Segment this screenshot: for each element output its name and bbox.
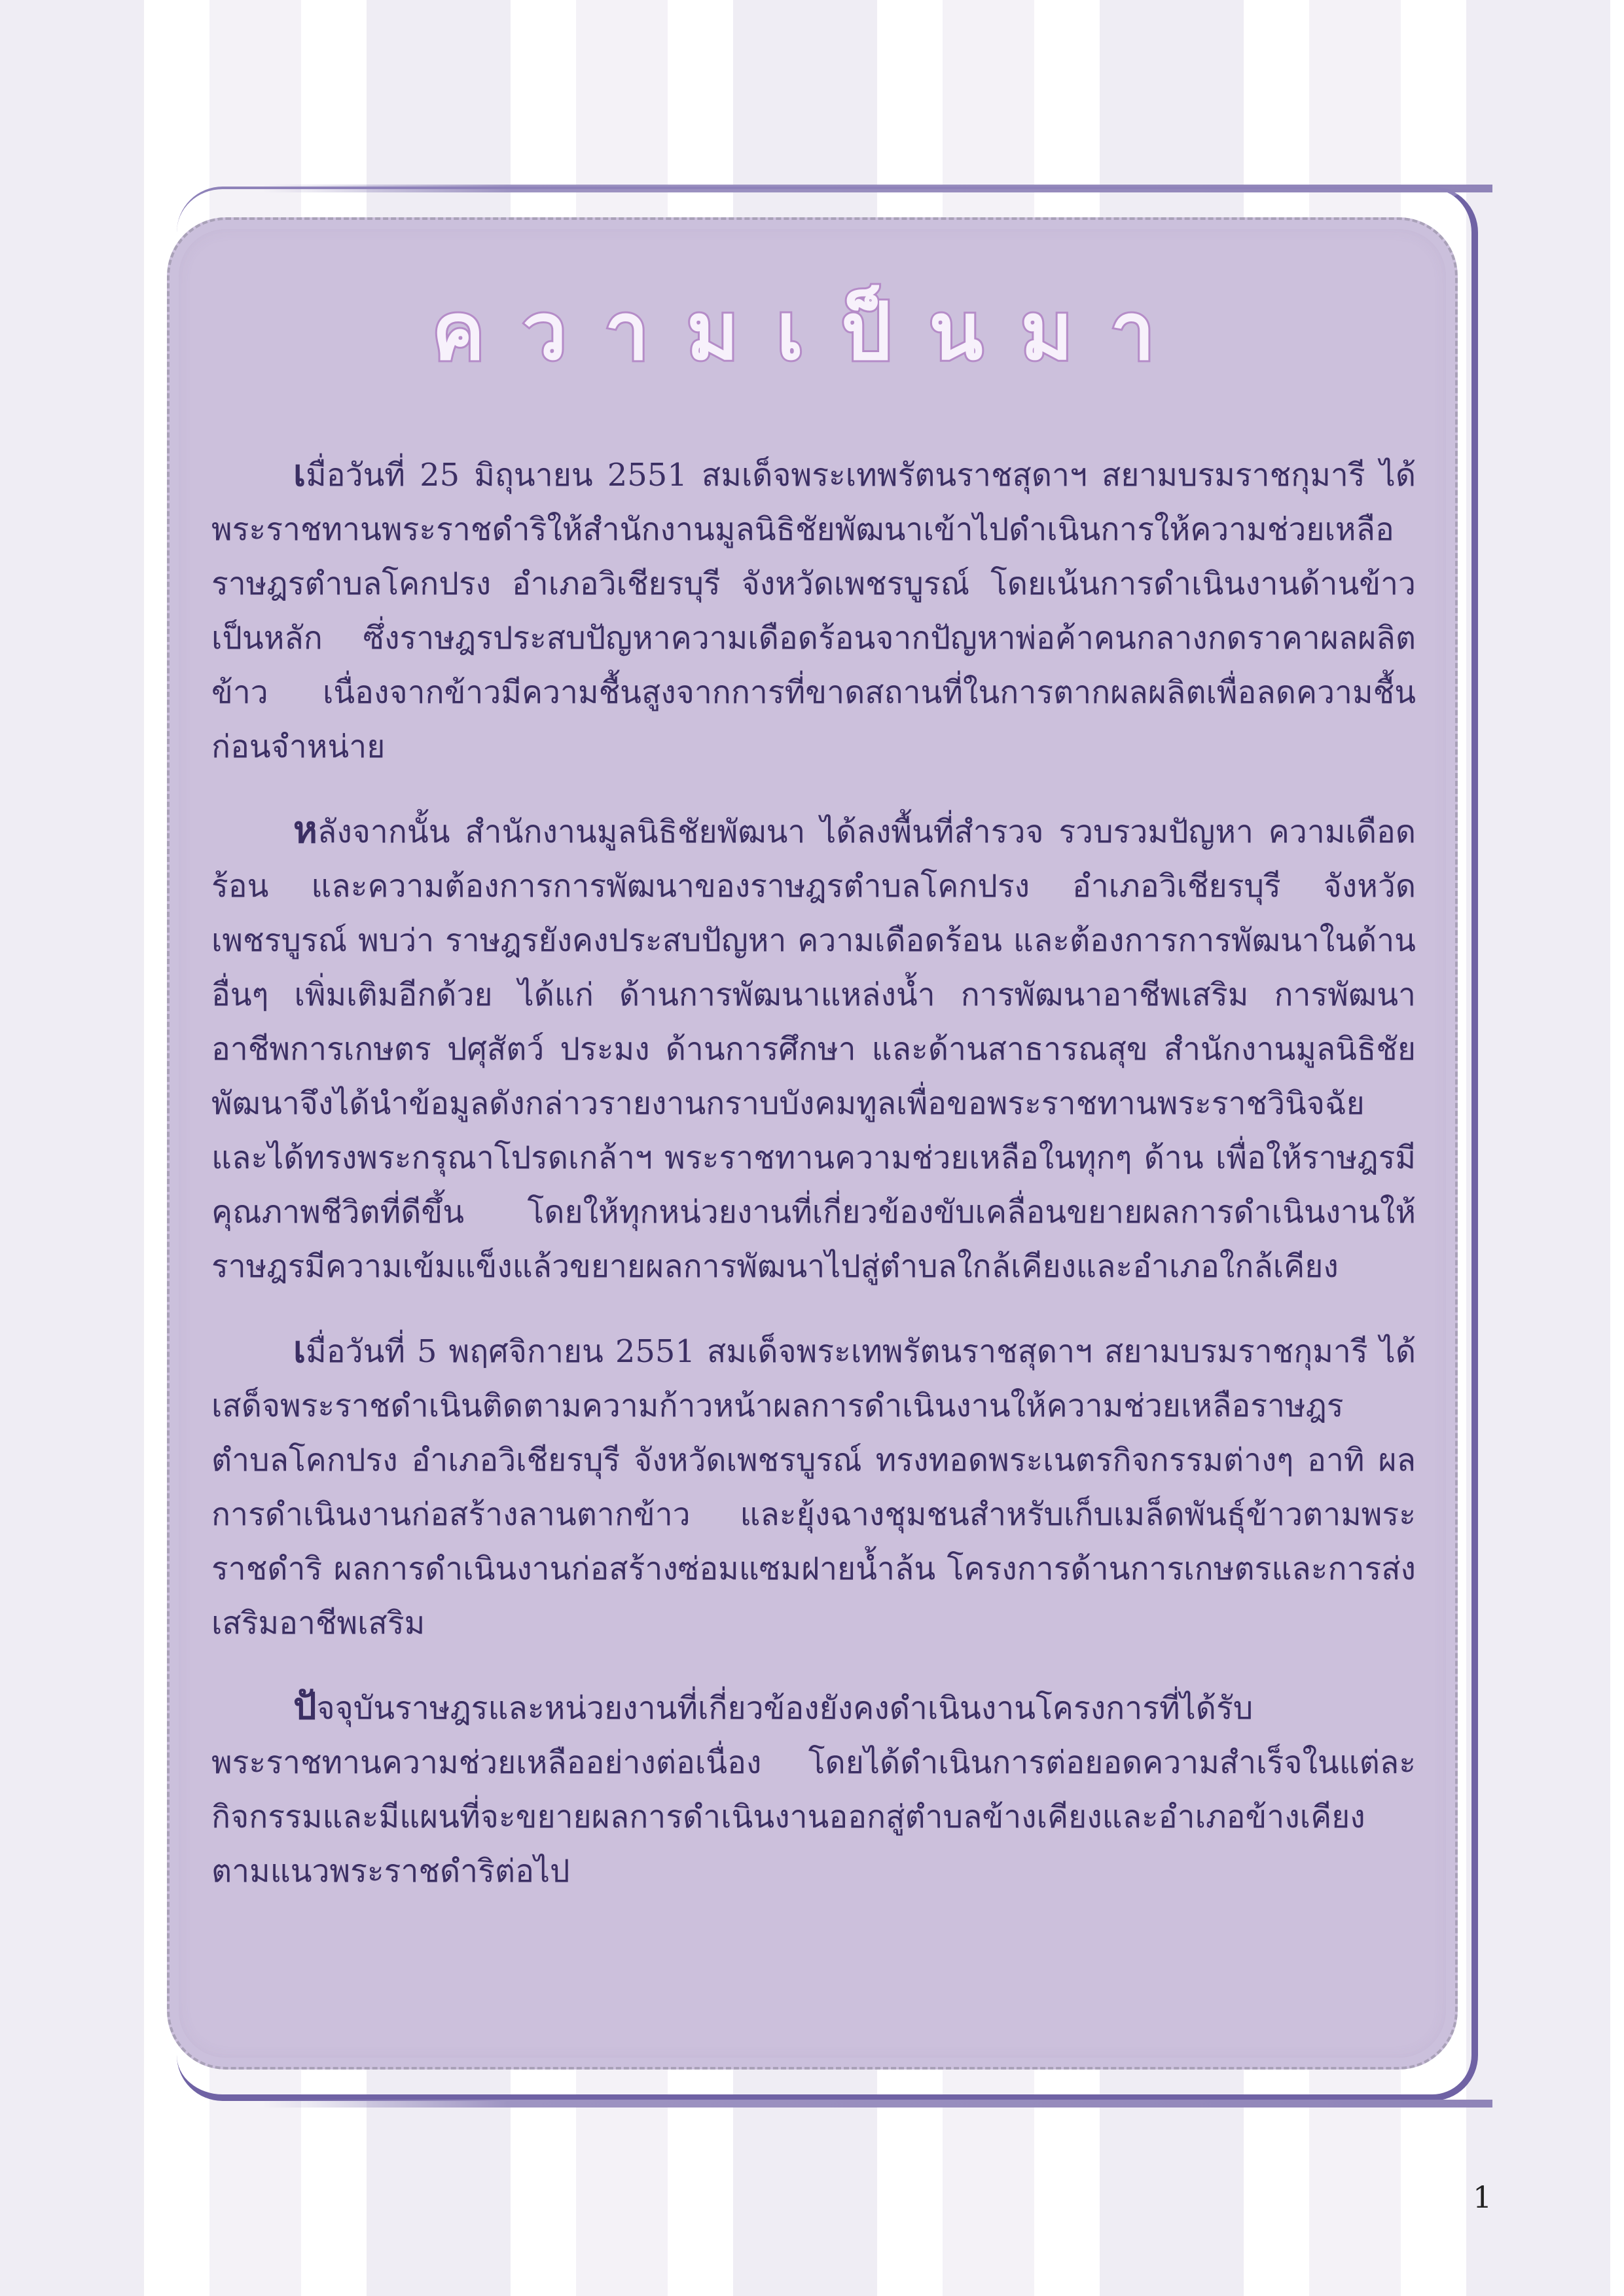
page-number: 1 — [1473, 2179, 1492, 2215]
paragraph-initial: ห — [293, 808, 317, 852]
paragraph-text: ลังจากนั้น สำนักงานมูลนิธิชัยพัฒนา ได้ลงพื้นที่สำรวจ รวบรวมปัญหา ความเดือดร้อน และความต้องการการพัฒนาของราษฎรตำบลโคกปรง อำเภอวิเชียรบุรี จังหวัดเพชรบูรณ์ พบว่า ราษฎรยังคงประสบปัญหา ความเดือดร้อน และต้องการการพัฒนาในด้านอื่นๆ เพิ่มเติมอีกด้วย ได้แก่ ด้านการพัฒนาแหล่งน้ำ การพัฒนาอาชีพเสริม การพัฒนาอาชีพการเกษตร ปศุสัตว์ ประมง ด้านการศึกษา และด้านสาธารณสุข สำนักงานมูลนิธิชัยพัฒนาจึงได้นำข้อมูลดังกล่าวรายงานกราบบังคมทูลเพื่อขอพระราชทานพระราชวินิจฉัยและได้ทรงพระกรุณาโปรดเกล้าฯ พระราชทานความช่วยเหลือในทุกๆ ด้าน เพื่อให้ราษฎรมีคุณภาพชีวิตที่ดีขึ้น โดยให้ทุกหน่วยงานที่เกี่ยวข้องขับเคลื่อนขยายผลการดำเนินงานให้ราษฎรมีความเข้มแข็งแล้วขยายผลการพัฒนาไปสู่ตำบลใกล้เคียงและอำเภอใกล้เคียง — [211, 814, 1416, 1285]
paragraph-text: จจุบันราษฎรและหน่วยงานที่เกี่ยวข้องยังคงดำเนินงานโครงการที่ได้รับพระราชทานความช่วยเหลืออย่างต่อเนื่อง โดยได้ดำเนินการต่อยอดความสำเร็จในแต่ละกิจกรรมและมีแผนที่จะขยายผลการดำเนินงานออกสู่ตำบลข้างเคียงและอำเภอข้างเคียงตามแนวพระราชดำริต่อไป — [211, 1690, 1416, 1890]
paragraph-3 — [211, 1323, 1416, 1651]
paragraph-text: มื่อวันที่ 5 พฤศจิกายน 2551 สมเด็จพระเทพรัตนราชสุดาฯ สยามบรมราชกุมารี ได้เสด็จพระราชดำเนินติดตามความก้าวหน้าผลการดำเนินงานให้ความช่วยเหลือราษฎรตำบลโคกปรง อำเภอวิเชียรบุรี จังหวัดเพชรบูรณ์ ทรงทอดพระเนตรกิจกรรมต่างๆ อาทิ ผลการดำเนินงานก่อสร้างลานตากข้าว และยุ้งฉางชุมชนสำหรับเก็บเมล็ดพันธุ์ข้าวตามพระราชดำริ ผลการดำเนินงานก่อสร้างซ่อมแซมฝายน้ำล้น โครงการด้านการเกษตรและการส่งเสริมอาชีพเสริม — [211, 1333, 1416, 1641]
paragraph-2 — [211, 803, 1416, 1294]
paragraph-initial: ปั — [293, 1685, 317, 1728]
body-text — [211, 446, 1416, 1928]
paragraph-initial: เ — [293, 452, 306, 495]
paragraph-initial: เ — [293, 1328, 306, 1371]
page-title: ความเป็นมา — [432, 287, 1193, 378]
paragraph-1 — [211, 446, 1416, 774]
paragraph-4 — [211, 1679, 1416, 1899]
paragraph-text: มื่อวันที่ 25 มิถุนายน 2551 สมเด็จพระเทพรัตนราชสุดาฯ สยามบรมราชกุมารี ได้พระราชทานพระราชดำริให้สำนักงานมูลนิธิชัยพัฒนาเข้าไปดำเนินการให้ความช่วยเหลือราษฎรตำบลโคกปรง อำเภอวิเชียรบุรี จังหวัดเพชรบูรณ์ โดยเน้นการดำเนินงานด้านข้าวเป็นหลัก ซึ่งราษฎรประสบปัญหาความเดือดร้อนจากปัญหาพ่อค้าคนกลางกดราคาผลผลิตข้าว เนื่องจากข้าวมีความชื้นสูงจากการที่ขาดสถานที่ในการตากผลผลิตเพื่อลดความชื้นก่อนจำหน่าย — [211, 457, 1416, 765]
bottom-decorative-line — [262, 2100, 1492, 2108]
